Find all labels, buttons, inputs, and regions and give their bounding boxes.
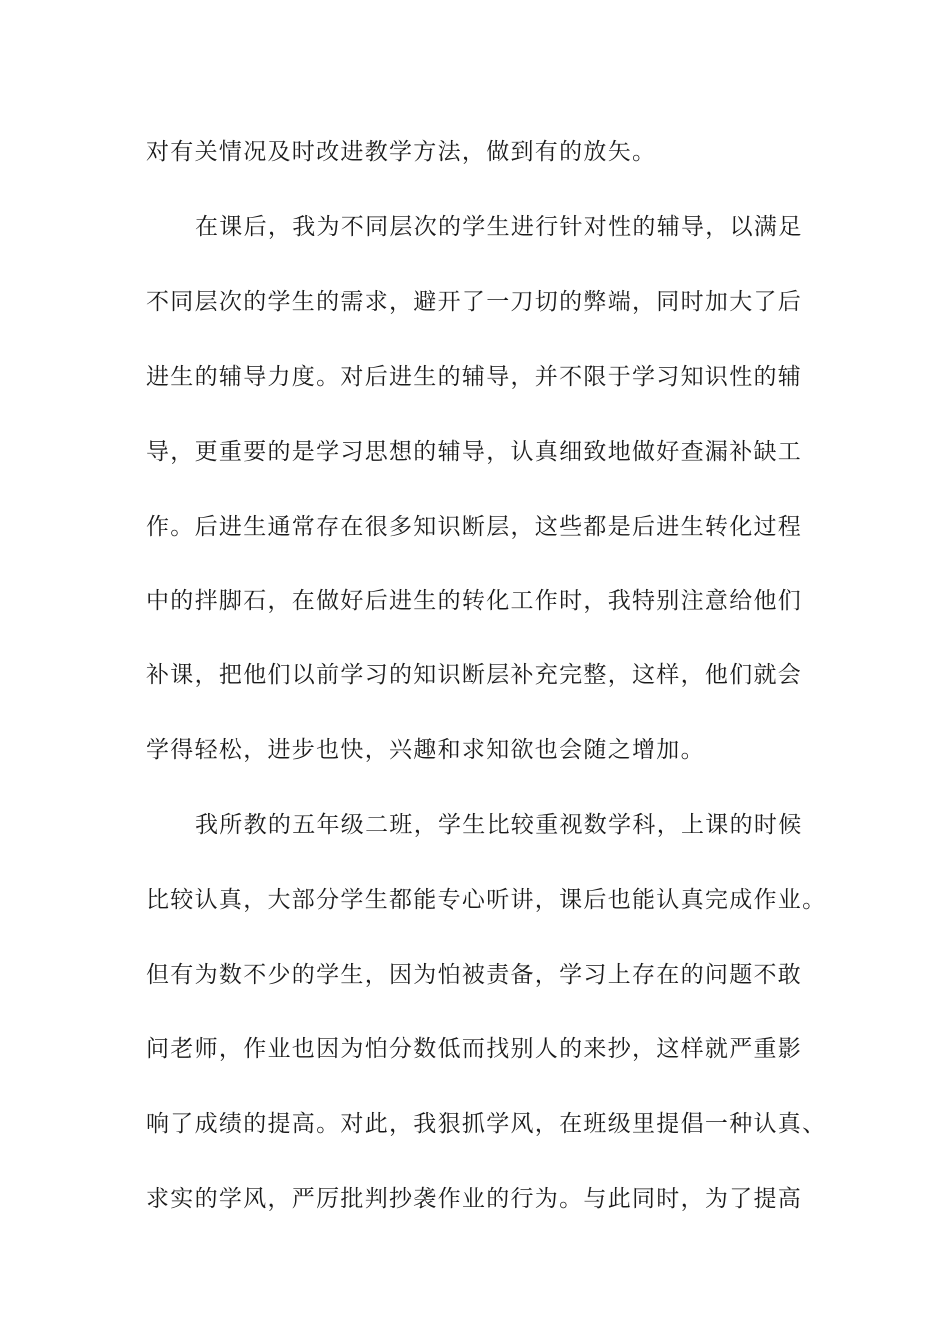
paragraph-first-line: 在课后，我为不同层次的学生进行针对性的辅导，以满足 xyxy=(195,214,803,240)
text-line: 作。后进生通常存在很多知识断层，这些都是后进生转化过程 xyxy=(146,514,803,540)
text-line: 求实的学风，严厉批判抄袭作业的行为。与此同时，为了提高 xyxy=(146,1186,803,1212)
text-line: 但有为数不少的学生，因为怕被责备，学习上存在的问题不敢 xyxy=(146,962,803,988)
text-line: 比较认真，大部分学生都能专心听讲，课后也能认真完成作业。 xyxy=(146,887,827,913)
text-line: 响了成绩的提高。对此，我狠抓学风，在班级里提倡一种认真、 xyxy=(146,1111,827,1137)
paragraph-first-line: 我所教的五年级二班，学生比较重视数学科，上课的时候 xyxy=(195,812,803,838)
text-line: 学得轻松，进步也快，兴趣和求知欲也会随之增加。 xyxy=(146,737,705,763)
text-line: 问老师，作业也因为怕分数低而找别人的来抄，这样就严重影 xyxy=(146,1036,803,1062)
text-line: 导，更重要的是学习思想的辅导，认真细致地做好查漏补缺工 xyxy=(146,439,803,465)
text-line: 补课，把他们以前学习的知识断层补充完整，这样，他们就会 xyxy=(146,662,803,688)
text-line: 进生的辅导力度。对后进生的辅导，并不限于学习知识性的辅 xyxy=(146,364,803,390)
text-line: 中的拌脚石，在做好后进生的转化工作时，我特别注意给他们 xyxy=(146,588,803,614)
text-line: 对有关情况及时改进教学方法，做到有的放矢。 xyxy=(146,139,657,165)
text-line: 不同层次的学生的需求，避开了一刀切的弊端，同时加大了后 xyxy=(146,289,803,315)
